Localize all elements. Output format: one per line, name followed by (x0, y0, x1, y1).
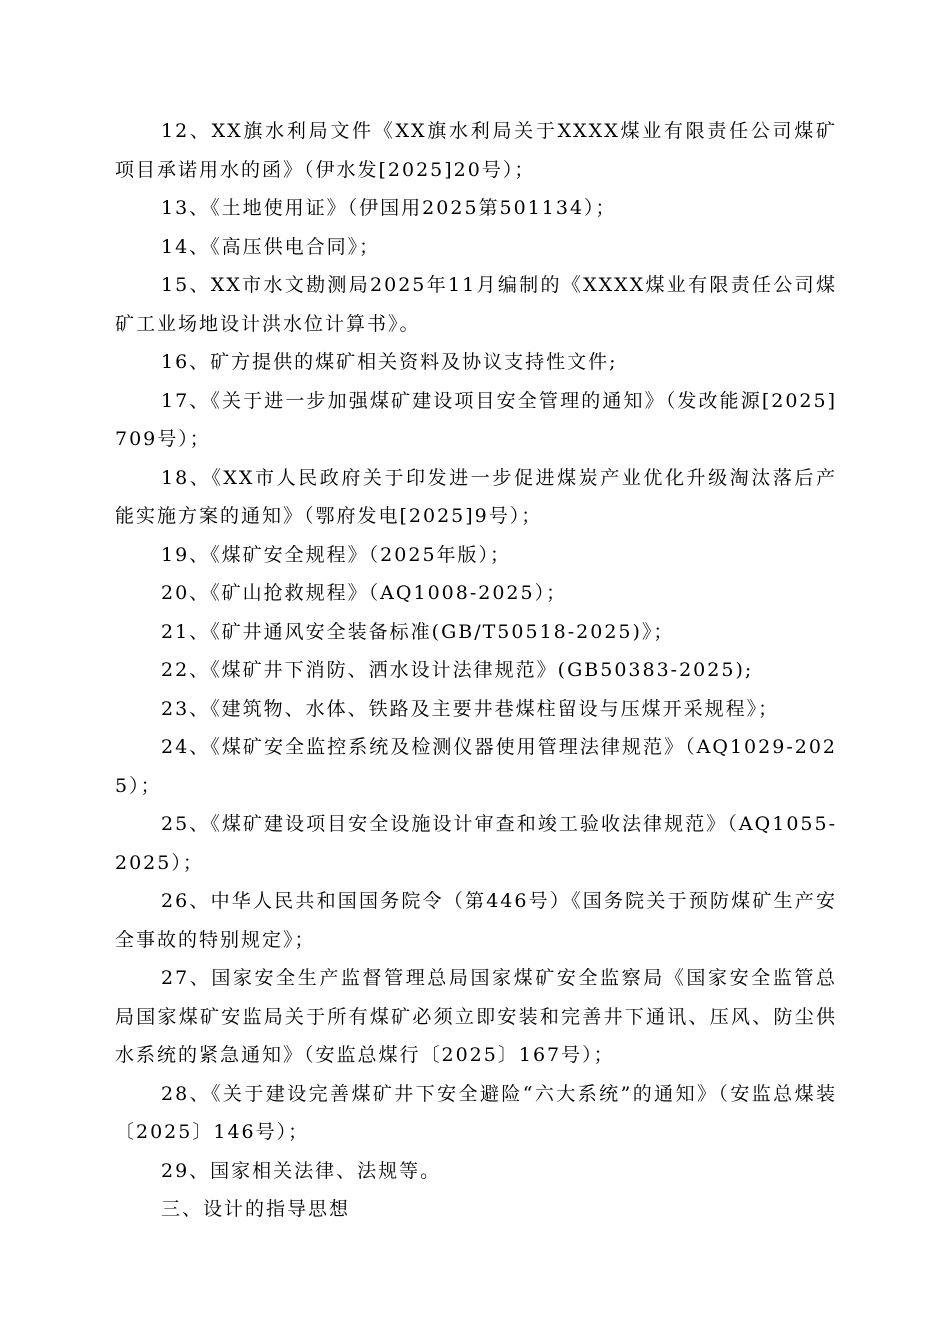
reference-item-21: 21、《矿井通风安全装备标准(GB/T50518-2025)》； (161, 620, 675, 643)
reference-item-16: 16、矿方提供的煤矿相关资料及协议支持性文件; (161, 351, 618, 373)
reference-item-18: 18、《XX市人民政府关于印发进一步促进煤炭产业优化升级淘汰落后产能实施方案的通知》（鄂府发电[2025]9号）； (115, 466, 837, 527)
section-heading: 三、设计的指导思想 (161, 1198, 351, 1220)
reference-item-23: 23、《建筑物、水体、铁路及主要井巷煤柱留设与压煤开采规程》； (161, 697, 780, 720)
reference-item-24: 24、《煤矿安全监控系统及检测仪器使用管理法律规范》（AQ1029-2025）； (115, 736, 837, 797)
reference-item-22: 22、《煤矿井下消防、洒水设计法律规范》(GB50383-2025); (161, 659, 754, 681)
reference-item-12: 12、XX旗水利局文件《XX旗水利局关于XXXX煤业有限责任公司煤矿项目承诺用水的函》（伊水发[2025]20号）； (115, 120, 837, 181)
reference-item-20: 20、《矿山抢救规程》（AQ1008-2025）； (161, 582, 568, 604)
reference-item-28: 28、《关于建设完善煤矿井下安全避险“六大系统”的通知》（安监总煤装〔2025〕146号）； (115, 1082, 837, 1143)
reference-item-15: 15、XX市水文勘测局2025年11月编制的《XXXX煤业有限责任公司煤矿工业场地设计洪水位计算书》。 (115, 274, 837, 335)
reference-item-26: 26、中华人民共和国国务院令（第446号）《国务院关于预防煤矿生产安全事故的特别规定》； (115, 890, 837, 951)
reference-item-29: 29、国家相关法律、法规等。 (161, 1159, 442, 1182)
reference-item-17: 17、《关于进一步加强煤矿建设项目安全管理的通知》（发改能源[2025]709号）； (115, 389, 837, 450)
reference-item-25: 25、《煤矿建设项目安全设施设计审查和竣工验收法律规范》（AQ1055-2025）； (115, 813, 837, 874)
reference-item-14: 14、《高压供电合同》； (161, 235, 381, 258)
document-body (115, 112, 837, 1229)
reference-item-13: 13、《土地使用证》（伊国用2025第501134）； (161, 197, 617, 219)
reference-item-19: 19、《煤矿安全规程》（2025年版）； (161, 543, 512, 566)
reference-item-27: 27、国家安全生产监督管理总局国家煤矿安全监察局《国家安全监管总局国家煤矿安监局关于所有煤矿必须立即安装和完善井下通讯、压风、防尘供水系统的紧急通知》（安监总煤行〔2025〕167号）； (115, 967, 837, 1066)
